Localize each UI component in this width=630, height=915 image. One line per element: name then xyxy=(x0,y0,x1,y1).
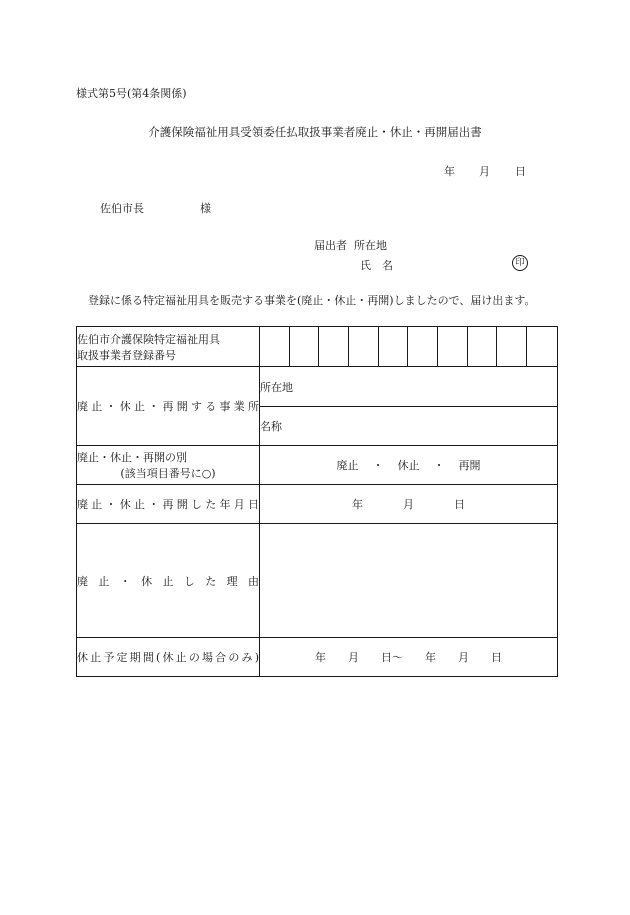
date-year: 年 xyxy=(444,165,455,178)
date-row xyxy=(77,485,558,524)
option-separator: ・ xyxy=(372,459,384,472)
date-field-month: 月 xyxy=(403,498,414,511)
registration-digit-box[interactable] xyxy=(527,327,558,367)
form-number-label: 様式第5号(第4条関係) xyxy=(76,87,187,100)
option-suspend[interactable]: 休止 xyxy=(397,459,420,472)
reason-label: 廃止・休止した理由 xyxy=(77,524,260,638)
office-row-address xyxy=(77,367,558,407)
intro-text: 登録に係る特定福祉用具を販売する事業を(廃止・休止・再開)しましたので、届け出ます。 xyxy=(88,294,536,307)
type-row xyxy=(77,446,558,485)
registration-digit-box[interactable] xyxy=(408,327,438,367)
period-end-day: 日 xyxy=(491,651,502,664)
applicant-address xyxy=(314,237,387,253)
office-name-field[interactable]: 名称 xyxy=(260,407,558,446)
registration-digit-box[interactable] xyxy=(319,327,349,367)
registration-label-line1: 佐伯市介護保険特定福祉用具 xyxy=(77,332,220,346)
applicant-name: 氏 名 xyxy=(360,259,393,272)
option-abolish[interactable]: 廃止 xyxy=(336,459,359,472)
submission-date xyxy=(444,163,526,179)
period-end-month: 月 xyxy=(458,651,469,664)
period-field[interactable] xyxy=(260,638,558,677)
addressee xyxy=(100,200,211,216)
date-month: 月 xyxy=(479,165,490,178)
type-label xyxy=(77,446,260,485)
date-day: 日 xyxy=(515,165,526,178)
registration-number-row xyxy=(77,327,558,367)
period-start-day: 日〜 xyxy=(381,651,403,664)
registration-digit-box[interactable] xyxy=(468,327,497,367)
type-options xyxy=(260,446,558,485)
date-field[interactable] xyxy=(260,485,558,524)
registration-digit-box[interactable] xyxy=(379,327,408,367)
registration-digit-box[interactable] xyxy=(290,327,319,367)
reason-field[interactable] xyxy=(260,524,558,638)
registration-digit-box[interactable] xyxy=(349,327,379,367)
document-title: 介護保険福祉用具受領委任払取扱事業者廃止・休止・再開届出書 xyxy=(148,125,482,139)
registration-digit-box[interactable] xyxy=(260,327,290,367)
applicant-label: 届出者 xyxy=(314,239,347,252)
office-address-field[interactable]: 所在地 xyxy=(260,367,558,407)
office-label: 廃止・休止・再開する事業所 xyxy=(77,367,260,446)
applicant-address-label: 所在地 xyxy=(354,239,387,252)
addressee-city: 佐伯市長 xyxy=(100,202,144,215)
registration-number-label xyxy=(77,327,260,367)
registration-label-line2: 取扱事業者登録番号 xyxy=(77,348,176,362)
period-label: 休止予定期間(休止の場合のみ) xyxy=(77,638,260,677)
registration-digit-box[interactable] xyxy=(438,327,468,367)
seal-mark: 印 xyxy=(512,255,528,271)
period-start-month: 月 xyxy=(348,651,359,664)
registration-digit-box[interactable] xyxy=(497,327,527,367)
period-row xyxy=(77,638,558,677)
addressee-honorific: 様 xyxy=(200,202,211,215)
date-field-year: 年 xyxy=(352,498,363,511)
type-label-line1: 廃止・休止・再開の別 xyxy=(77,451,187,464)
option-resume[interactable]: 再開 xyxy=(458,459,481,472)
option-separator: ・ xyxy=(433,459,445,472)
period-end-year: 年 xyxy=(425,651,436,664)
period-start-year: 年 xyxy=(315,651,326,664)
date-field-day: 日 xyxy=(454,498,465,511)
notification-table xyxy=(76,326,558,677)
date-label: 廃止・休止・再開した年月日 xyxy=(77,485,260,524)
reason-row xyxy=(77,524,558,638)
type-label-line2: (該当項目番号に○) xyxy=(120,467,216,480)
